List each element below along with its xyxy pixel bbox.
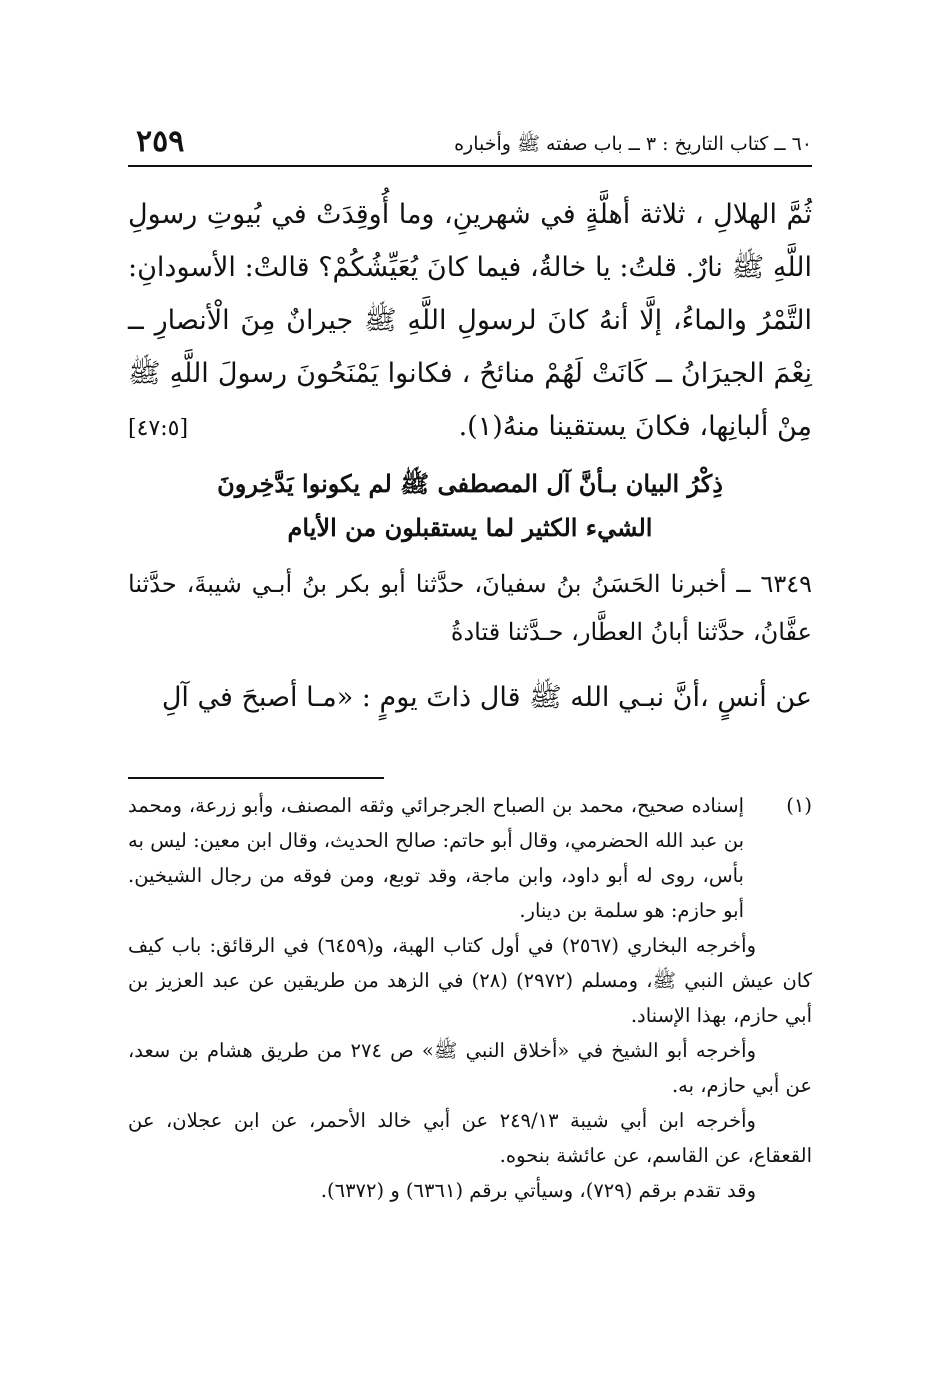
hadith-reference: [٤٧:٥] [128, 416, 189, 441]
hadith-continuation-text: ثُمَّ الهلالِ ، ثلاثة أهلَّةٍ في شهرينِ، وما أُوقِدَتْ في بُيوتِ رسولِ اللَّهِ ﷺ نارٌ. قلتُ: يا خالةُ، فيما كانَ يُعَيِّشُكُمْ؟ قالتْ: الأسودانِ: التَّمْرُ والماءُ، إلَّا أنهُ كانَ لرسولِ اللَّهِ ﷺ جيرانٌ مِنَ الْأنصارِ ــ نِعْمَ الجيرَانُ ــ كَانَتْ لَهُمْ منائحُ ، فكانوا يَمْنَحُونَ رسولَ اللَّهِ ﷺ مِنْ ألبانِها، فكانَ يستقينا منهُ(١). [128, 199, 812, 442]
hadith-matn: عن أنسٍ ،أنَّ نبـي الله ﷺ قال ذاتَ يومٍ : «مـا أصبحَ في آلِ [161, 682, 812, 713]
page-number: ٢٥٩ [136, 124, 185, 159]
footnote-1 [128, 788, 812, 928]
hadith-continuation [128, 188, 812, 453]
footnote-1-para-3: وأخرجه أبو الشيخ في «أخلاق النبي ﷺ» ص ٢٧٤ من طريق هشام بن سعد، عن أبي حازم، به. [128, 1039, 812, 1097]
footnotes [128, 788, 812, 1208]
running-head [128, 124, 812, 164]
footnote-1-para-5: وقد تقدم برقم (٧٢٩)، وسيأتي برقم (٦٣٦١) و (٦٣٧٢). [320, 1179, 756, 1202]
hadith-isnad: ٦٣٤٩ ــ أخبرنا الحَسَنُ بنُ سفيانَ، حدَّثنا أبو بكر بنُ أبـي شيبةَ، حدَّثنا عفَّانُ، حدَّثنا أبانُ العطَّار، حـدَّثنا قتادةُ [128, 570, 812, 646]
header-rule [128, 165, 812, 167]
main-text [128, 188, 812, 455]
section-heading [128, 462, 812, 550]
footnote-1-text: إسناده صحيح، محمد بن الصباح الجرجرائي وثقه المصنف، وأبو زرعة، ومحمد بن عبد الله الحضرمي، وقال أبو حاتم: صالح الحديث، وقال ابن معين: ليس به بأس، روى له أبو داود، وابن ماجة، وقد توبع، ومن فوقه من رجال الشيخين. أبو حازم: هو سلمة بن دينار. [128, 794, 744, 922]
footnote-1-para-4: وأخرجه ابن أبي شيبة ٢٤٩/١٣ عن أبي خالد الأحمر، عن ابن عجلان، عن القعقاع، عن القاسم، عن عائشة بنحوه. [128, 1109, 812, 1167]
section-heading-line-2: الشيء الكثير لما يستقبلون من الأيام [287, 513, 653, 542]
footnote-marker: (١) [786, 794, 812, 817]
running-title: ٦٠ ــ كتاب التاريخ : ٣ ــ باب صفته ﷺ وأخباره [454, 133, 812, 155]
footnote-1-para-2: وأخرجه البخاري (٢٥٦٧) في أول كتاب الهبة، و(٦٤٥٩) في الرقائق: باب كيف كان عيش النبي ﷺ، ومسلم (٢٩٧٢) (٢٨) في الزهد من طريقين عن عبد العزيز بن أبي حازم، بهذا الإسناد. [128, 934, 812, 1027]
footnote-rule [128, 777, 384, 779]
section-heading-line-1: ذِكْرُ البيان بـأنَّ آل المصطفى ﷺ لم يكونوا يَدَّخِرونَ [217, 469, 723, 498]
